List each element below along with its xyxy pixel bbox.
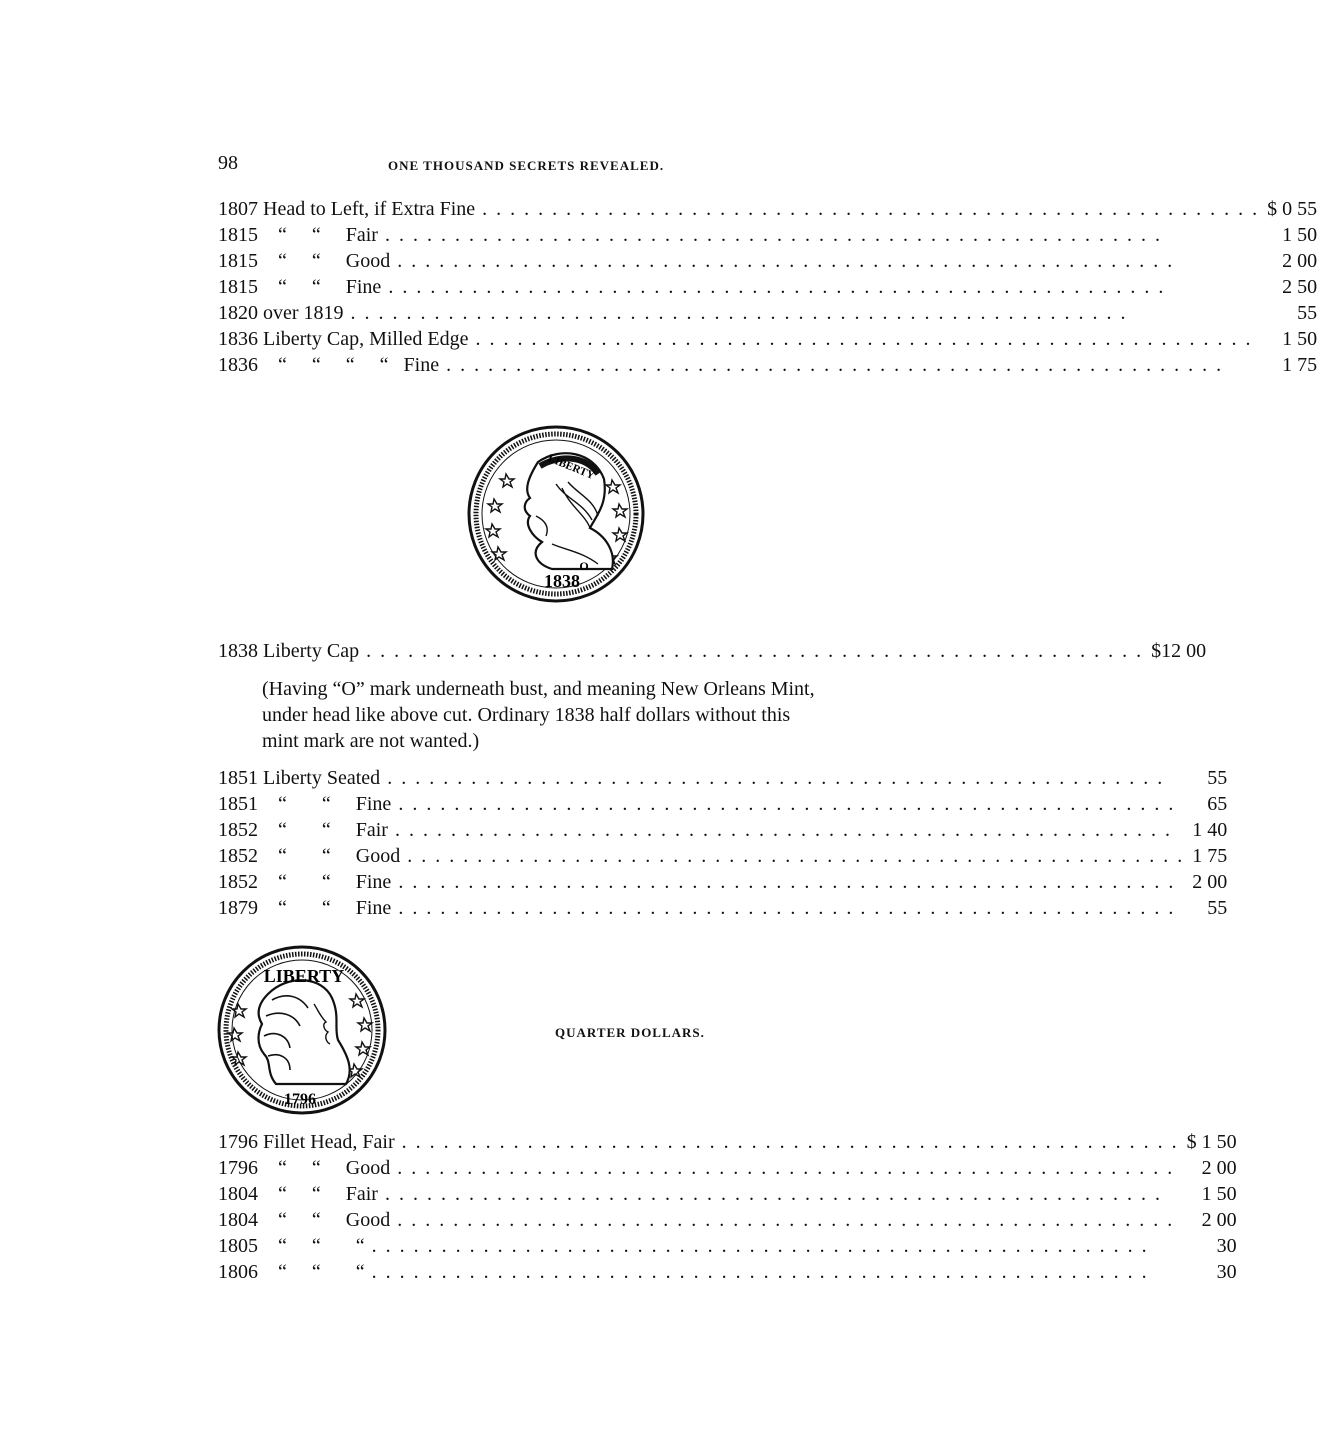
price-row (218, 765, 1227, 791)
dot-leader: . . . . . . . . . . . . . . . . . . . . . . . . . . . . . . . . . . . . . . . . . . . . . . . . . . . . . . . . (364, 1261, 1149, 1283)
item-price: 1 50 (1282, 224, 1317, 246)
price-row (218, 1233, 1237, 1259)
price-row (218, 1259, 1237, 1285)
dot-leader: . . . . . . . . . . . . . . . . . . . . . . . . . . . . . . . . . . . . . . . . . . . . . . . . . . . . . . . . (475, 198, 1260, 220)
coin-1838-liberty-cap-illustration (466, 424, 646, 604)
item-price: 1 40 (1192, 819, 1228, 841)
item-price: 30 (1216, 1261, 1237, 1283)
item-price: 2 00 (1192, 871, 1228, 893)
item-label: 1806 “ “ “ (218, 1261, 365, 1283)
item-label: 1852 “ “ Good (218, 845, 401, 867)
coin-1796-date: 1796 (284, 1091, 316, 1108)
price-row (218, 638, 1206, 664)
item-price: $ 0 55 (1267, 198, 1317, 220)
dot-leader: . . . . . . . . . . . . . . . . . . . . . . . . . . . . . . . . . . . . . . . . . . . . . . . . . . . . . . . . (391, 871, 1176, 893)
dot-leader: . . . . . . . . . . . . . . . . . . . . . . . . . . . . . . . . . . . . . . . . . . . . . . . . . . . . . . . . (359, 640, 1144, 662)
page-number: 98 (218, 152, 238, 174)
item-price: 30 (1216, 1235, 1237, 1257)
price-row-description (218, 300, 1259, 326)
item-price: 55 (1207, 897, 1228, 919)
coin-1796-legend: LIBERTY (263, 966, 345, 986)
dot-leader: . . . . . . . . . . . . . . . . . . . . . . . . . . . . . . . . . . . . . . . . . . . . . . . . . . . . . . . . (377, 224, 1162, 246)
price-row-description (218, 895, 1184, 921)
dot-leader: . . . . . . . . . . . . . . . . . . . . . . . . . . . . . . . . . . . . . . . . . . . . . . . . . . . . . . . . (364, 1235, 1149, 1257)
coin-1796-fillet-head-illustration (216, 944, 388, 1116)
price-row-description (218, 248, 1259, 274)
half-dollar-1838-price-list (218, 638, 1206, 664)
price-row-description (218, 1155, 1179, 1181)
item-label: 1807 Head to Left, if Extra Fine (218, 198, 476, 220)
price-row (218, 1207, 1237, 1233)
price-row (218, 1181, 1237, 1207)
item-label: 1820 over 1819 (218, 302, 344, 324)
item-price: 1 75 (1192, 845, 1228, 867)
price-row (218, 843, 1227, 869)
mint-mark-note: (Having “O” mark underneath bust, and meaning New Orleans Mint, under head like above cut. Ordinary 1838 half dollars without this mint mark are not wanted.) (262, 678, 815, 752)
price-row (218, 300, 1317, 326)
price-row (218, 817, 1227, 843)
price-row (218, 352, 1317, 378)
price-row (218, 791, 1227, 817)
dot-leader: . . . . . . . . . . . . . . . . . . . . . . . . . . . . . . . . . . . . . . . . . . . . . . . . . . . . . . . . (391, 897, 1176, 919)
price-row-description (218, 791, 1184, 817)
item-price: 55 (1297, 302, 1317, 324)
quarter-dollar-price-list (218, 1129, 1237, 1285)
price-row-description (218, 1129, 1179, 1155)
price-row (218, 274, 1317, 300)
dot-leader: . . . . . . . . . . . . . . . . . . . . . . . . . . . . . . . . . . . . . . . . . . . . . . . . . . . . . . . . (390, 1209, 1175, 1231)
half-dollar-price-list (218, 196, 1317, 378)
item-label: 1852 “ “ Fine (218, 871, 392, 893)
running-head: ONE THOUSAND SECRETS REVEALED. (388, 158, 665, 173)
dot-leader: . . . . . . . . . . . . . . . . . . . . . . . . . . . . . . . . . . . . . . . . . . . . . . . . . . . . . . . . (343, 302, 1128, 324)
item-label: 1836 “ “ “ “ Fine (218, 354, 440, 376)
price-row-description (218, 869, 1184, 895)
item-price: 65 (1207, 793, 1228, 815)
item-label: 1852 “ “ Fair (218, 819, 388, 841)
dot-leader: . . . . . . . . . . . . . . . . . . . . . . . . . . . . . . . . . . . . . . . . . . . . . . . . . . . . . . . . (439, 354, 1224, 376)
item-label: 1804 “ “ Good (218, 1209, 391, 1231)
price-row (218, 1129, 1237, 1155)
price-row-description (218, 1181, 1179, 1207)
price-row-description (218, 326, 1259, 352)
price-row (218, 895, 1227, 921)
quarter-dollars-heading: QUARTER DOLLARS. (555, 1025, 705, 1040)
item-price: $ 1 50 (1186, 1131, 1237, 1153)
dot-leader: . . . . . . . . . . . . . . . . . . . . . . . . . . . . . . . . . . . . . . . . . . . . . . . . . . . . . . . . (381, 276, 1166, 298)
dot-leader: . . . . . . . . . . . . . . . . . . . . . . . . . . . . . . . . . . . . . . . . . . . . . . . . . . . . . . . . (394, 1131, 1179, 1153)
dot-leader: . . . . . . . . . . . . . . . . . . . . . . . . . . . . . . . . . . . . . . . . . . . . . . . . . . . . . . . . (468, 328, 1253, 350)
price-row-description (218, 638, 1143, 664)
dot-leader: . . . . . . . . . . . . . . . . . . . . . . . . . . . . . . . . . . . . . . . . . . . . . . . . . . . . . . . . (390, 250, 1175, 272)
item-price: 1 50 (1282, 328, 1317, 350)
item-price: 1 75 (1282, 354, 1317, 376)
item-label: 1815 “ “ Fine (218, 276, 382, 298)
price-row-description (218, 1233, 1179, 1259)
price-row-description (218, 1207, 1179, 1233)
item-price: $12 00 (1151, 640, 1207, 662)
dot-leader: . . . . . . . . . . . . . . . . . . . . . . . . . . . . . . . . . . . . . . . . . . . . . . . . . . . . . . . . (380, 767, 1165, 789)
dot-leader: . . . . . . . . . . . . . . . . . . . . . . . . . . . . . . . . . . . . . . . . . . . . . . . . . . . . . . . . (390, 1157, 1175, 1179)
item-price: 2 50 (1282, 276, 1317, 298)
price-row-description (218, 817, 1184, 843)
price-row (218, 326, 1317, 352)
price-row (218, 248, 1317, 274)
item-price: 2 00 (1201, 1157, 1237, 1179)
item-price: 1 50 (1201, 1183, 1237, 1205)
dot-leader: . . . . . . . . . . . . . . . . . . . . . . . . . . . . . . . . . . . . . . . . . . . . . . . . . . . . . . . . (391, 793, 1176, 815)
item-price: 2 00 (1201, 1209, 1237, 1231)
price-row (218, 196, 1317, 222)
item-label: 1815 “ “ Good (218, 250, 391, 272)
price-row-description (218, 1259, 1179, 1285)
price-row (218, 222, 1317, 248)
coin-1838-date: 1838 (544, 571, 580, 591)
item-label: 1851 Liberty Seated (218, 767, 381, 789)
price-row-description (218, 274, 1259, 300)
item-label: 1805 “ “ “ (218, 1235, 365, 1257)
coin-1838-mint-mark: O (579, 559, 589, 573)
item-price: 2 00 (1282, 250, 1317, 272)
item-label: 1879 “ “ Fine (218, 897, 392, 919)
coin-1838-legend: LIBERTY (546, 452, 597, 482)
item-label: 1838 Liberty Cap (218, 640, 360, 662)
liberty-seated-price-list (218, 765, 1227, 921)
item-label: 1815 “ “ Fair (218, 224, 378, 246)
price-row-description (218, 765, 1184, 791)
item-label: 1796 Fillet Head, Fair (218, 1131, 395, 1153)
item-price: 55 (1207, 767, 1228, 789)
price-row (218, 1155, 1237, 1181)
item-label: 1836 Liberty Cap, Milled Edge (218, 328, 469, 350)
item-label: 1851 “ “ Fine (218, 793, 392, 815)
price-row-description (218, 222, 1259, 248)
dot-leader: . . . . . . . . . . . . . . . . . . . . . . . . . . . . . . . . . . . . . . . . . . . . . . . . . . . . . . . . (400, 845, 1185, 867)
item-label: 1796 “ “ Good (218, 1157, 391, 1179)
item-label: 1804 “ “ Fair (218, 1183, 378, 1205)
price-row-description (218, 196, 1259, 222)
price-row-description (218, 352, 1259, 378)
dot-leader: . . . . . . . . . . . . . . . . . . . . . . . . . . . . . . . . . . . . . . . . . . . . . . . . . . . . . . . . (387, 819, 1172, 841)
price-row-description (218, 843, 1184, 869)
price-row (218, 869, 1227, 895)
dot-leader: . . . . . . . . . . . . . . . . . . . . . . . . . . . . . . . . . . . . . . . . . . . . . . . . . . . . . . . . (377, 1183, 1162, 1205)
